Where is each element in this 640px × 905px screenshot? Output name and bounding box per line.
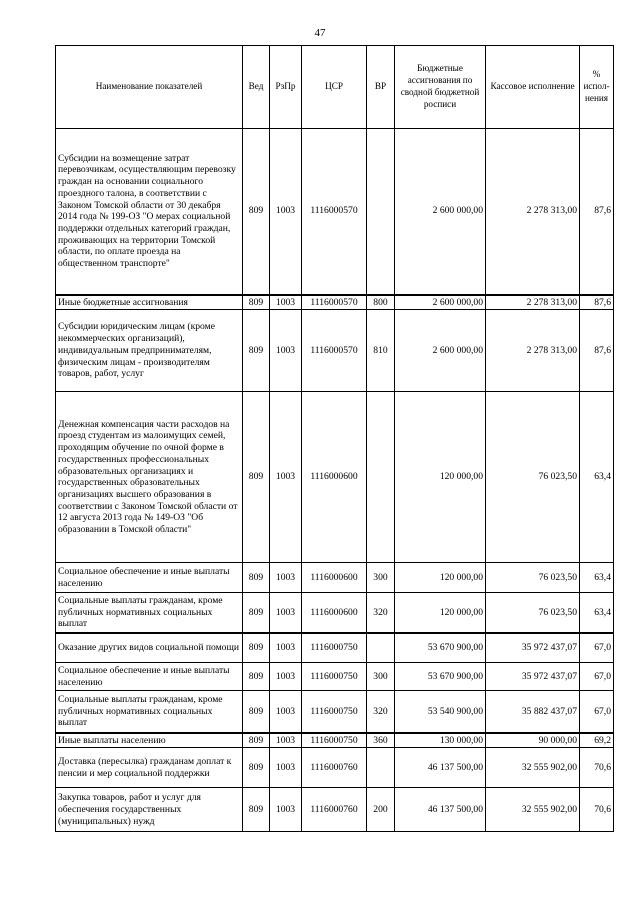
row-ved: 809 — [243, 748, 270, 788]
row-vr: 320 — [367, 691, 395, 733]
row-csr: 1116000750 — [302, 733, 367, 748]
row-ved: 809 — [243, 129, 270, 295]
row-rzpr: 1003 — [270, 748, 302, 788]
row-assignments: 2 600 000,00 — [395, 310, 486, 392]
row-ved: 809 — [243, 663, 270, 691]
row-percent: 70,6 — [580, 748, 614, 788]
row-assignments: 2 600 000,00 — [395, 295, 486, 310]
row-ved: 809 — [243, 593, 270, 633]
row-ved: 809 — [243, 691, 270, 733]
row-cash: 32 555 902,00 — [486, 788, 580, 832]
row-percent: 70,6 — [580, 788, 614, 832]
row-ved: 809 — [243, 392, 270, 563]
row-ved: 809 — [243, 633, 270, 663]
row-name: Субсидии на возмещение затрат перевозчикам, осуществляющим перевозку граждан на основании социального проездного талона, в соответствии с Законом Томской области от 30 декабря 2014 года № 199-ОЗ "О мерах социальной поддержки отдельных категорий граждан, проживающих на территории Томской области, по оплате проезда на общественном транспорте" — [56, 129, 243, 295]
header-ved: Вед — [243, 46, 270, 129]
table-header-row — [56, 46, 614, 129]
row-percent: 63,4 — [580, 593, 614, 633]
row-rzpr: 1003 — [270, 633, 302, 663]
row-csr: 1116000750 — [302, 663, 367, 691]
row-assignments: 53 670 900,00 — [395, 663, 486, 691]
row-ved: 809 — [243, 788, 270, 832]
page-number: 47 — [314, 27, 326, 39]
row-vr — [367, 392, 395, 563]
row-assignments: 2 600 000,00 — [395, 129, 486, 295]
row-name: Денежная компенсация части расходов на проезд студентам из малоимущих семей, проходящим обучение по очной форме в государственных профессиональных образовательных организациях и государственных образовательных организациях высшего образования в соответствии с Законом Томской области от 12 августа 2013 года № 149-ОЗ "Об образовании в Томской области" — [56, 392, 243, 563]
row-cash: 90 000,00 — [486, 733, 580, 748]
row-cash: 35 972 437,07 — [486, 663, 580, 691]
row-cash: 35 882 437,07 — [486, 691, 580, 733]
row-assignments: 120 000,00 — [395, 563, 486, 593]
row-percent: 87,6 — [580, 310, 614, 392]
row-vr — [367, 748, 395, 788]
table-row — [56, 663, 614, 691]
row-percent: 63,4 — [580, 563, 614, 593]
row-name: Иные выплаты населению — [56, 733, 243, 748]
row-percent: 67,0 — [580, 633, 614, 663]
row-percent: 87,6 — [580, 129, 614, 295]
table-row — [56, 733, 614, 748]
row-rzpr: 1003 — [270, 691, 302, 733]
row-csr: 1116000760 — [302, 788, 367, 832]
row-percent: 63,4 — [580, 392, 614, 563]
row-name: Оказание других видов социальной помощи — [56, 633, 243, 663]
table-row — [56, 310, 614, 392]
header-rzpr: РзПр — [270, 46, 302, 129]
row-name: Социальные выплаты гражданам, кроме публичных нормативных социальных выплат — [56, 593, 243, 633]
row-name: Закупка товаров, работ и услуг для обеспечения государственных (муниципальных) нужд — [56, 788, 243, 832]
row-name: Доставка (пересылка) гражданам доплат к пенсии и мер социальной поддержки — [56, 748, 243, 788]
row-rzpr: 1003 — [270, 392, 302, 563]
row-cash: 35 972 437,07 — [486, 633, 580, 663]
row-rzpr: 1003 — [270, 310, 302, 392]
row-cash: 2 278 313,00 — [486, 295, 580, 310]
row-rzpr: 1003 — [270, 788, 302, 832]
row-assignments: 46 137 500,00 — [395, 788, 486, 832]
row-cash: 2 278 313,00 — [486, 129, 580, 295]
row-rzpr: 1003 — [270, 733, 302, 748]
header-csr: ЦСР — [302, 46, 367, 129]
row-vr: 810 — [367, 310, 395, 392]
row-name: Иные бюджетные ассигнования — [56, 295, 243, 310]
row-name: Социальное обеспечение и иные выплаты населению — [56, 563, 243, 593]
row-rzpr: 1003 — [270, 563, 302, 593]
row-name: Социальное обеспечение и иные выплаты населению — [56, 663, 243, 691]
row-csr: 1116000600 — [302, 392, 367, 563]
row-cash: 2 278 313,00 — [486, 310, 580, 392]
row-rzpr: 1003 — [270, 593, 302, 633]
row-csr: 1116000570 — [302, 129, 367, 295]
header-vr: ВР — [367, 46, 395, 129]
row-cash: 76 023,50 — [486, 563, 580, 593]
table-row — [56, 593, 614, 633]
row-rzpr: 1003 — [270, 295, 302, 310]
row-csr: 1116000600 — [302, 593, 367, 633]
row-csr: 1116000570 — [302, 295, 367, 310]
row-percent: 67,0 — [580, 691, 614, 733]
row-vr — [367, 129, 395, 295]
row-cash: 76 023,50 — [486, 392, 580, 563]
row-csr: 1116000750 — [302, 633, 367, 663]
row-cash: 76 023,50 — [486, 593, 580, 633]
table-row — [56, 129, 614, 295]
row-csr: 1116000600 — [302, 563, 367, 593]
row-vr: 200 — [367, 788, 395, 832]
budget-table — [55, 45, 614, 832]
table-row — [56, 788, 614, 832]
row-assignments: 130 000,00 — [395, 733, 486, 748]
row-ved: 809 — [243, 733, 270, 748]
row-percent: 69,2 — [580, 733, 614, 748]
row-rzpr: 1003 — [270, 129, 302, 295]
table-row — [56, 392, 614, 563]
row-csr: 1116000750 — [302, 691, 367, 733]
row-percent: 87,6 — [580, 295, 614, 310]
row-name: Социальные выплаты гражданам, кроме публичных нормативных социальных выплат — [56, 691, 243, 733]
row-vr: 300 — [367, 663, 395, 691]
header-assignments: Бюджетные ассигнования по сводной бюджетной росписи — [395, 46, 486, 129]
row-cash: 32 555 902,00 — [486, 748, 580, 788]
row-vr — [367, 633, 395, 663]
row-csr: 1116000760 — [302, 748, 367, 788]
row-assignments: 53 540 900,00 — [395, 691, 486, 733]
table-row — [56, 633, 614, 663]
table-row — [56, 691, 614, 733]
table-row — [56, 563, 614, 593]
header-cash: Кассовое исполнение — [486, 46, 580, 129]
row-name: Субсидии юридическим лицам (кроме некоммерческих организаций), индивидуальным предпринимателям, физическим лицам - производителям товаров, работ, услуг — [56, 310, 243, 392]
row-ved: 809 — [243, 295, 270, 310]
header-percent: % испол-нения — [580, 46, 614, 129]
row-percent: 67,0 — [580, 663, 614, 691]
row-ved: 809 — [243, 563, 270, 593]
row-assignments: 46 137 500,00 — [395, 748, 486, 788]
row-ved: 809 — [243, 310, 270, 392]
row-csr: 1116000570 — [302, 310, 367, 392]
header-name: Наименование показателей — [56, 46, 243, 129]
table-row — [56, 295, 614, 310]
row-assignments: 53 670 900,00 — [395, 633, 486, 663]
row-assignments: 120 000,00 — [395, 392, 486, 563]
row-vr: 320 — [367, 593, 395, 633]
row-assignments: 120 000,00 — [395, 593, 486, 633]
row-vr: 300 — [367, 563, 395, 593]
table-row — [56, 748, 614, 788]
row-vr: 360 — [367, 733, 395, 748]
row-rzpr: 1003 — [270, 663, 302, 691]
row-vr: 800 — [367, 295, 395, 310]
